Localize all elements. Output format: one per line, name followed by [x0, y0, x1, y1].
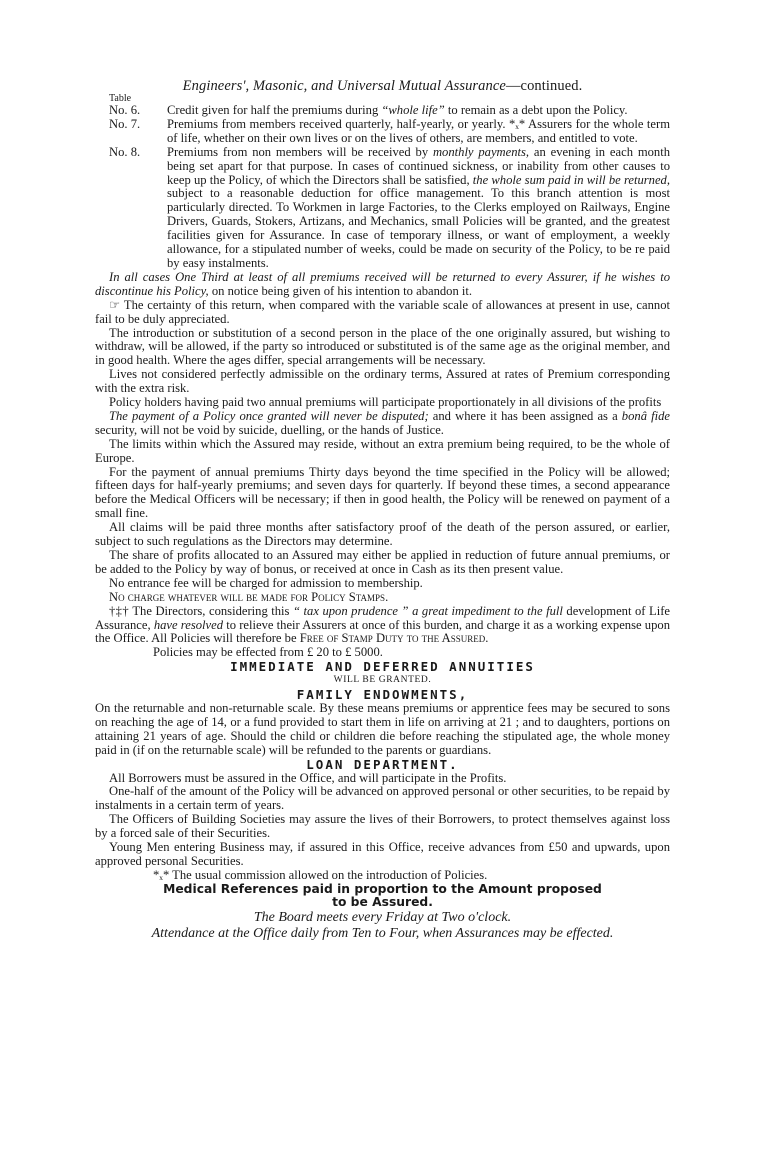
- paragraph-part: on notice being given of his intention to abandon it.: [208, 283, 473, 298]
- section-heading: FAMILY ENDOWMENTS,: [296, 687, 469, 703]
- item-text-part: an evening in each month being set apart for that purpose. In cases of continued sickness, or inability from other causes to keep up the Policy, of which the Directors shall be satisfied,: [167, 144, 671, 187]
- paragraph: Young Men entering Business may, if assured in this Office, receive advances from £50 and upwards, upon approved personal Securities.: [95, 840, 670, 868]
- item-text-part: to remain as a debt upon the Policy.: [444, 103, 628, 117]
- paragraph: Policy holders having paid two annual premiums will participate proportionately in all divisions of the profits: [109, 395, 662, 410]
- medical-references-heading-cont: to be Assured.: [332, 895, 433, 910]
- paragraph: Policies may be effected from £ 20 to £ 5000.: [153, 645, 383, 660]
- item-text: Premiums from members received quarterly, half-yearly, or yearly. *ₓ* Assurers for the whole term of life, whether on their own lives or on the lives of others, are members, and entitled to vote.: [167, 116, 670, 145]
- item-text-part: Credit given for half the premiums during: [167, 103, 382, 117]
- item-text-part: subject to a reasonable deduction for office management. To this branch attention is most particularly directed. To Workmen in large Factories, to the Clerks employed on Railways, Engine Drivers, Guards, Stokers, Artizans, and Mechanics, small Policies will be granted, and the greatest facilities given for Assurance. In case of temporary illness, or want of employment, a weekly allowance, for a stipulated number of weeks, could be made on security of the Policy, to be re paid by easy instalments.: [167, 186, 670, 270]
- section-subheading: WILL BE GRANTED.: [333, 675, 432, 686]
- paragraph: The limits within which the Assured may reside, without an extra premium being required, to be the whole of Europe.: [95, 436, 670, 465]
- paragraph: All claims will be paid three months after satisfactory proof of the death of the person assured, or earlier, subject to such regulations as the Directors may determine.: [95, 520, 670, 549]
- item-text: [167, 104, 670, 118]
- paragraph-italic: “ tax upon prudence ” a great impediment to the full: [293, 603, 563, 618]
- header-suffix: —continued.: [505, 78, 583, 94]
- list-item: [95, 118, 670, 146]
- paragraph: No charge whatever will be made for Policy Stamps.: [109, 589, 389, 604]
- paragraph: For the payment of annual premiums Thirty days beyond the time specified in the Policy will be allowed; fifteen days for half-yearly premiums; and seven days for quarterly. If beyond these times, a second appearance before the Medical Officers will be necessary; if then in good health, the Policy will be renewed on payment of a small fine.: [95, 464, 670, 521]
- item-text-part: Premiums from non members will be received by: [167, 144, 433, 159]
- section-heading: LOAN DEPARTMENT.: [306, 756, 459, 772]
- paragraph: One-half of the amount of the Policy will be advanced on approved personal or other securities, to be repaid by instalments in a certain term of years.: [95, 784, 670, 813]
- paragraph: No entrance fee will be charged for admission to membership.: [109, 575, 423, 590]
- attendance-notice: Attendance at the Office daily from Ten to Four, when Assurances may be effected.: [151, 925, 614, 941]
- paragraph-italic: The payment of a Policy once granted will never be disputed;: [109, 408, 429, 423]
- paragraph-part: †‡† The Directors, considering this: [109, 603, 293, 618]
- item-text-italic: monthly payments,: [432, 144, 530, 159]
- paragraph: [95, 410, 670, 438]
- paragraph-part: and where it has been assigned as a: [428, 408, 622, 423]
- table-label: Table: [109, 93, 132, 104]
- paragraph-italic: bonâ fide: [621, 408, 670, 423]
- item-text-italic: “whole life”: [381, 103, 445, 117]
- section-heading: IMMEDIATE AND DEFERRED ANNUITIES: [230, 659, 535, 675]
- paragraph-italic: In all cases One Third at least of all premiums received will be returned to every Assurer, if he wishes to discontinue his Policy,: [95, 269, 670, 298]
- paragraph-smallcaps: Free of Stamp Duty to the Assured.: [299, 631, 489, 646]
- list-item: [95, 104, 670, 118]
- header-title: Engineers', Masonic, and Universal Mutual Assurance: [182, 78, 506, 94]
- paragraph-part: development of Life Assurance,: [95, 603, 670, 632]
- page-header: [95, 78, 670, 94]
- paragraph-italic: have resolved: [153, 617, 223, 632]
- item-text: [167, 146, 670, 271]
- item-number: No. 7.: [109, 116, 141, 131]
- paragraph: [95, 605, 670, 647]
- paragraph-part: to relieve their Assurers at once of this burden, and charge it as a working expense upon the Office. All Policies will therefore be: [95, 617, 670, 646]
- paragraph: [95, 271, 670, 299]
- item-number: No. 6.: [109, 103, 141, 117]
- paragraph: The introduction or substitution of a second person in the place of the one originally assured, but wishing to withdraw, will be allowed, if the party so introduced or substituted is of the same age as the original member, and in good health. Where the ages differ, special arrangements will be necessary.: [95, 325, 670, 368]
- list-item: [95, 146, 670, 271]
- paragraph: The share of profits allocated to an Assured may either be applied in reduction of future annual premiums, or be added to the Policy by way of bonus, or received at once in Cash as its then present value.: [95, 548, 670, 576]
- item-text-italic: the whole sum paid in will be returned,: [472, 172, 670, 187]
- paragraph: On the returnable and non-returnable scale. By these means premiums or apprentice fees may be secured to sons on reaching the age of 14, or a fund provided to start them in life on arriving at 21 ; and to daughters, portions on attaining 21 years of age. Should the child or children die before reaching the stipulated age, the whole money paid in (if on the returnable scale) will be refunded to the parents or guardians.: [95, 700, 670, 757]
- paragraph: *ₓ* The usual commission allowed on the introduction of Policies.: [153, 867, 488, 882]
- paragraph: All Borrowers must be assured in the Office, and will participate in the Profits.: [109, 770, 507, 785]
- paragraph: The Officers of Building Societies may assure the lives of their Borrowers, to protect themselves against loss by a forced sale of their Securities.: [95, 812, 670, 841]
- paragraph-part: security, will not be void by suicide, duelling, or the hands of Justice.: [95, 422, 444, 437]
- board-notice: The Board meets every Friday at Two o'clock.: [253, 909, 512, 925]
- paragraph: ☞ The certainty of this return, when compared with the variable scale of allowances at present in use, cannot fail to be duly appreciated.: [95, 297, 670, 326]
- paragraph: Lives not considered perfectly admissible on the ordinary terms, Assured at rates of Premium corresponding with the extra risk.: [95, 367, 670, 396]
- document-page: [95, 78, 670, 942]
- medical-references-heading: Medical References paid in proportion to the Amount proposed: [163, 881, 602, 896]
- item-number: No. 8.: [109, 144, 141, 159]
